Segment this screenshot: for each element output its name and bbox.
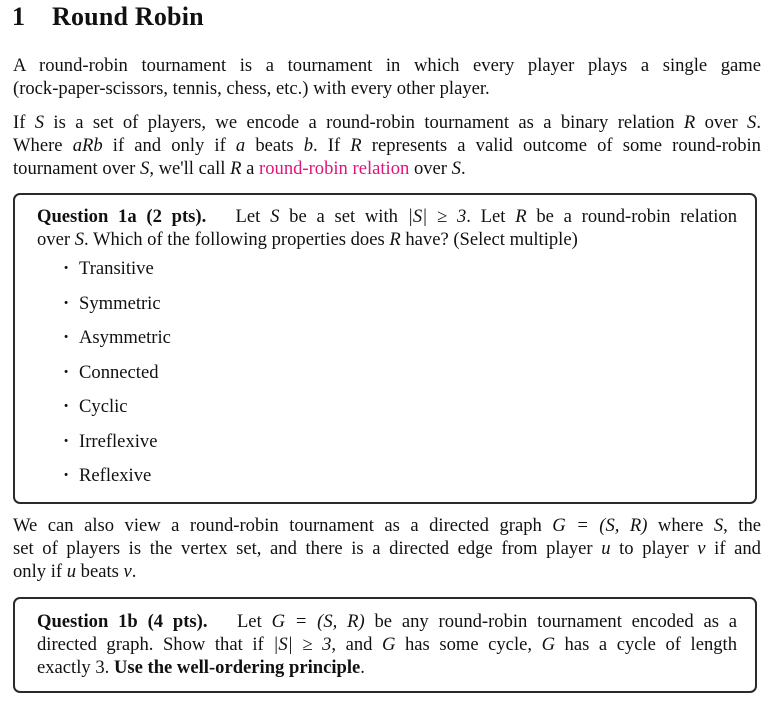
intro-line-1: A round-robin tournament is a tournament in which every player plays a single game <box>13 55 761 76</box>
option-cyclic[interactable]: · Cyclic <box>63 396 128 417</box>
option-irreflexive[interactable]: · Irreflexive <box>63 430 158 452</box>
graph-paragraph <box>13 514 761 583</box>
option-symmetric[interactable]: · Symmetric <box>63 292 161 314</box>
graph-line-3: only if u beats v. <box>13 561 137 582</box>
encoding-paragraph <box>13 111 761 180</box>
question-1a-box <box>13 193 757 504</box>
bullet-icon: · <box>63 292 70 314</box>
question-1b-line-3: exactly 3. Use the well-ordering principle. <box>37 657 365 678</box>
section-title: Round Robin <box>52 2 204 31</box>
question-1a-text <box>37 205 737 251</box>
well-ordering-emphasis: Use the well-ordering principle <box>113 657 361 678</box>
question-1a-line-1: Question 1a (2 pts). Let S be a set with |S| ≥ 3. Let R be a round-robin relation <box>37 206 738 227</box>
encoding-line-3: tournament over S, we'll call R a round-robin relation over S. <box>13 158 466 179</box>
section-number: 1 <box>12 2 26 31</box>
question-1b-box <box>13 597 757 693</box>
intro-line-2: (rock-paper-scissors, tennis, chess, etc.) with every other player. <box>13 78 490 99</box>
intro-paragraph <box>13 54 761 100</box>
question-1b-text <box>37 610 737 679</box>
question-1b-line-1: Question 1b (4 pts). Let G = (S, R) be any round-robin tournament encoded as a <box>37 611 737 632</box>
property-options-list <box>63 257 171 499</box>
question-1a-heading: Question 1a (2 pts). <box>37 206 207 227</box>
graph-line-2: set of players is the vertex set, and there is a directed edge from player u to player v if and <box>13 538 761 559</box>
bullet-icon: · <box>63 430 70 452</box>
bullet-icon: · <box>63 465 70 486</box>
bullet-icon: · <box>63 361 70 383</box>
option-reflexive[interactable]: · Reflexive <box>63 465 152 486</box>
bullet-icon: · <box>63 396 70 417</box>
round-robin-relation-term: round-robin relation <box>259 158 410 179</box>
question-1b-heading: Question 1b (4 pts). <box>37 611 208 632</box>
question-1b-line-2: directed graph. Show that if |S| ≥ 3, and G has some cycle, G has a cycle of length <box>37 634 737 655</box>
question-1a-line-2: over S. Which of the following properties does R have? (Select multiple) <box>37 229 578 250</box>
option-transitive[interactable]: · Transitive <box>63 258 154 279</box>
graph-line-1: We can also view a round-robin tournament as a directed graph G = (S, R) where S, the <box>13 515 761 536</box>
encoding-line-2: Where aRb if and only if a beats b. If R represents a valid outcome of some round-robin <box>13 135 761 156</box>
section-heading <box>12 2 204 32</box>
encoding-line-1: If S is a set of players, we encode a round-robin tournament as a binary relation R over S. <box>13 112 761 133</box>
bullet-icon: · <box>63 258 70 279</box>
option-connected[interactable]: · Connected <box>63 361 159 383</box>
option-asymmetric[interactable]: · Asymmetric <box>63 327 171 348</box>
bullet-icon: · <box>63 327 70 348</box>
